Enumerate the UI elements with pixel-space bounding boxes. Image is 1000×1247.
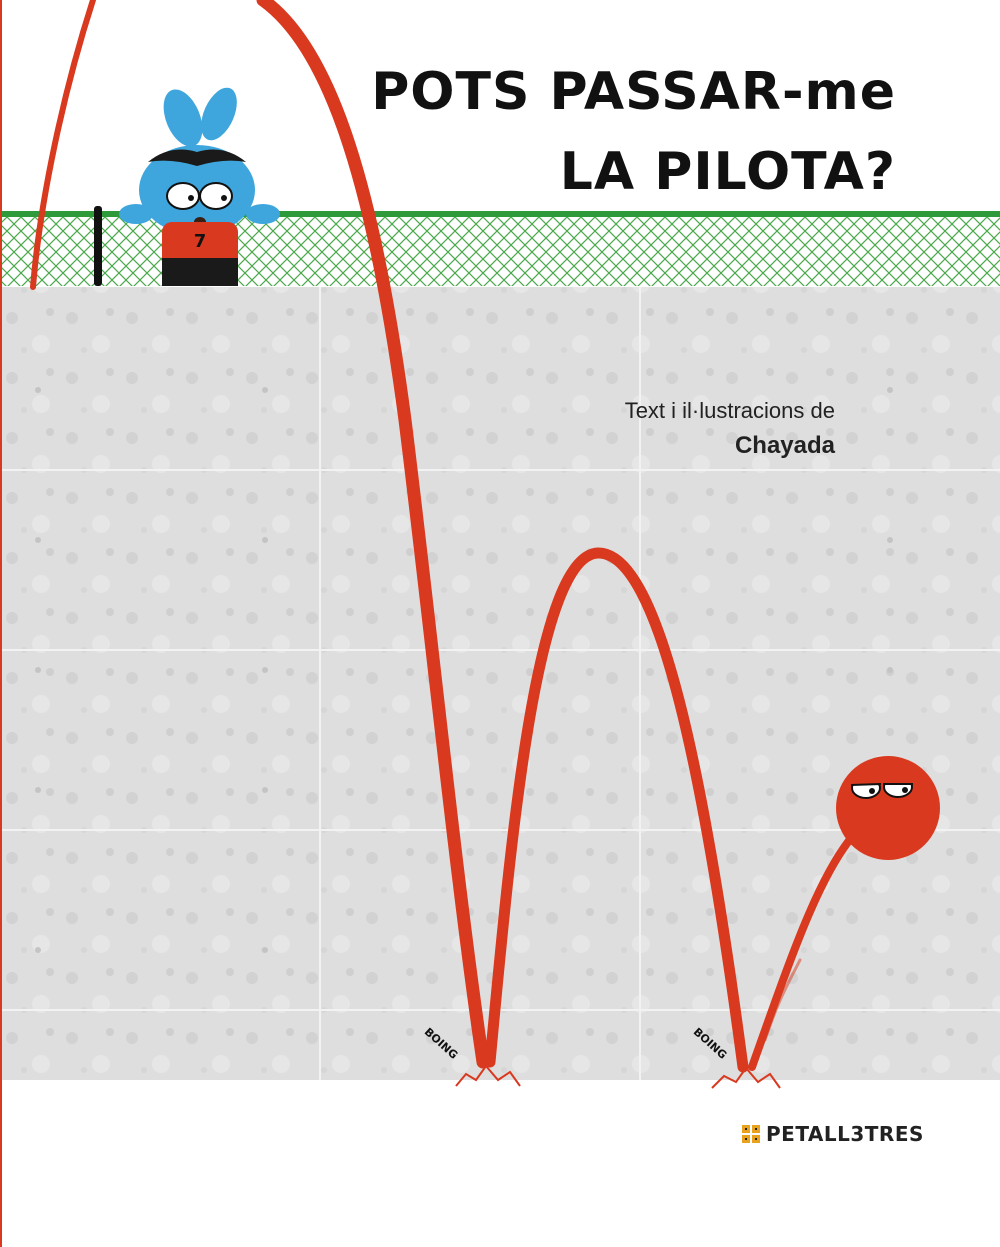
sound-effect-boing-2: BOING xyxy=(690,1025,730,1062)
book-title-line-1: POTS PASSAR-me xyxy=(371,62,896,122)
bottom-band xyxy=(0,1080,1000,1247)
publisher-name: PETALL3TRES xyxy=(766,1122,924,1146)
four-squares-logo-icon xyxy=(742,1125,760,1143)
jersey-number: 7 xyxy=(193,231,207,252)
publisher-logo xyxy=(742,1122,924,1146)
book-title-line-2: LA PILOTA? xyxy=(559,142,896,202)
credit-line: Text i il·lustracions de xyxy=(624,398,835,423)
author-name: Chayada xyxy=(734,432,835,459)
sound-effect-boing-1: BOING xyxy=(421,1025,461,1062)
ball-character-icon xyxy=(836,756,940,860)
